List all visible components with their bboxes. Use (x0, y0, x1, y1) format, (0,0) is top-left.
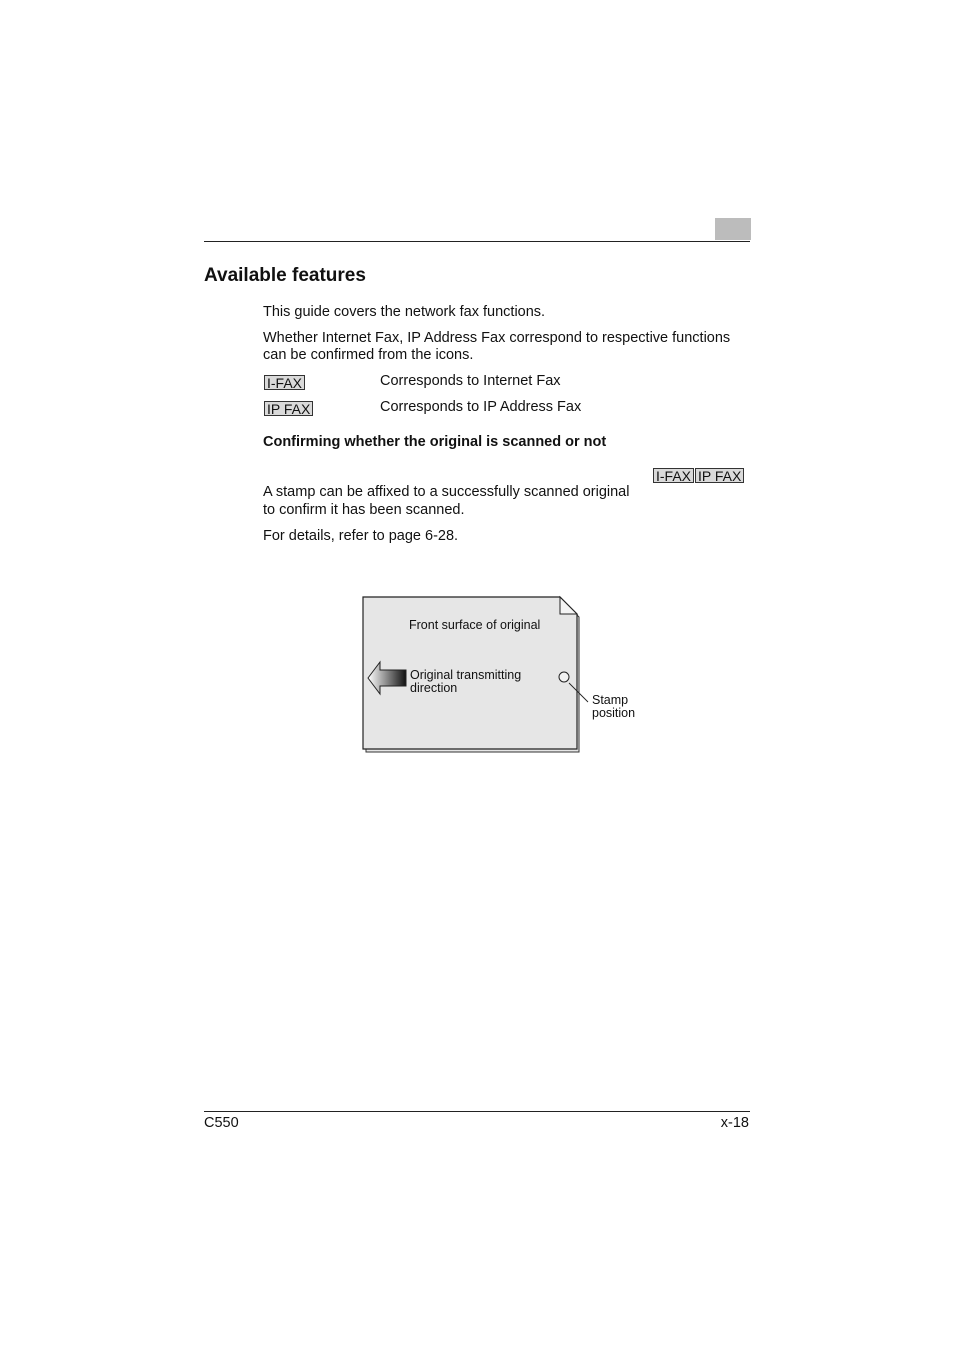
surface-label: Front surface of original (409, 618, 541, 632)
chapter-tab (715, 218, 751, 240)
footer-rule (204, 1111, 750, 1112)
intro-text: This guide covers the network fax functions. (263, 304, 546, 320)
direction-label-line-1: Original transmitting (410, 668, 522, 682)
folded-corner (560, 597, 577, 614)
ipfax-icon: IP FAX (695, 468, 744, 483)
subsection-title: Confirming whether the original is scanned or not (263, 434, 607, 450)
footer-page-number: x-18 (720, 1115, 749, 1131)
description-line-2: can be confirmed from the icons. (263, 347, 474, 363)
header-rule (204, 241, 750, 242)
legend-ipfax-text: Corresponds to IP Address Fax (380, 399, 582, 415)
stamp-position-icon (559, 672, 569, 682)
ifax-icon: I-FAX (653, 468, 694, 483)
ipfax-icon: IP FAX (264, 401, 313, 416)
legend-ifax-text: Corresponds to Internet Fax (380, 373, 561, 389)
page-title: Available features (204, 265, 366, 286)
subsection-body-line-2: to confirm it has been scanned. (263, 502, 465, 518)
direction-label-line-2: direction (410, 681, 458, 695)
page-reference: For details, refer to page 6-28. (263, 528, 459, 544)
stamp-label-line-2: position (592, 706, 636, 720)
footer-model: C550 (204, 1115, 239, 1131)
description-line-1: Whether Internet Fax, IP Address Fax correspond to respective functions (263, 330, 731, 346)
subsection-body-line-1: A stamp can be affixed to a successfully scanned original (263, 484, 630, 500)
stamp-label-line-1: Stamp (592, 693, 629, 707)
ifax-icon: I-FAX (264, 375, 305, 390)
